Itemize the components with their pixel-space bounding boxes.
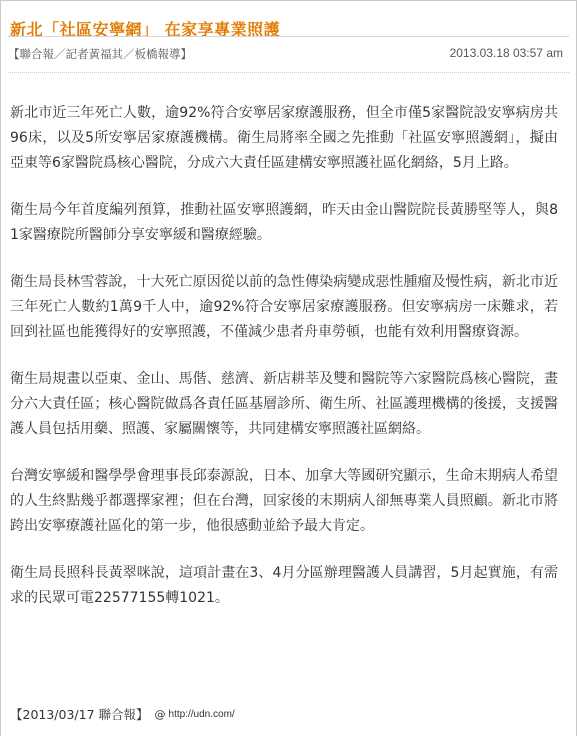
article-paragraph-4: 衛生局規畫以亞東、金山、馬偕、慈濟、新店耕莘及雙和醫院等六家醫院爲核心醫院，畫分六大責任區；核心醫院做爲各責任區基層診所、衛生所、社區護理機構的後援，支援醫護人員包括用藥、照護、家屬關懷等，共同建構安寧照護社區網絡。 [10,371,558,437]
source-link[interactable]: http://udn.com/ [168,708,235,720]
article-paragraph-5: 台灣安寧緩和醫學學會理事長邱泰源說，日本、加拿大等國研究顯示，生命末期病人希望的人生終點幾乎都選擇家裡；但在台灣，回家後的末期病人卻無專業人員照顧。新北市將跨出安寧療護社區化的第一步，他很感動並給予最大肯定。 [10,468,558,534]
article-byline: 【聯合報／記者黃福其／板橋報導】 [8,47,192,61]
article-paragraph-1: 新北市近三年死亡人數，逾92%符合安寧居家療護服務，但全市僅5家醫院設安寧病房共96床，以及5所安寧居家療護機構。衛生局將率全國之先推動「社區安寧照護網」，擬由亞東等6家醫院爲核心醫院，分成六大責任區建構安寧照護社區化網絡，5月上路。 [10,105,558,171]
meta-divider [8,72,569,73]
article-paragraph-2: 衛生局今年首度編列預算，推動社區安寧照護網，昨天由金山醫院院長黃勝堅等人，與81家醫療院所醫師分享安寧緩和醫療經驗。 [10,202,558,243]
title-divider [8,36,569,37]
article-title: 新北「社區安寧網」 在家享專業照護 [10,19,281,39]
article-meta [8,46,563,62]
article-body [10,101,558,633]
article-footer [10,705,235,723]
article-timestamp: 2013.03.18 03:57 am [449,46,563,60]
article-paragraph-3: 衛生局長林雪蓉說，十大死亡原因從以前的急性傳染病變成惡性腫瘤及慢性病，新北市近三年死亡人數約1萬9千人中，逾92%符合安寧居家療護服務。但安寧病房一床難求，若回到社區也能獲得好的安寧照護，不僅減少患者舟車勞頓，也能有效利用醫療資源。 [10,274,558,340]
article-paragraph-6: 衛生局長照科長黃翠咪說，這項計畫在3、4月分區辦理醫護人員講習，5月起實施，有需求的民眾可電22577155轉1021。 [10,565,558,606]
at-icon: @ [154,707,166,721]
source-tag: 【2013/03/17 聯合報】 [10,707,149,722]
